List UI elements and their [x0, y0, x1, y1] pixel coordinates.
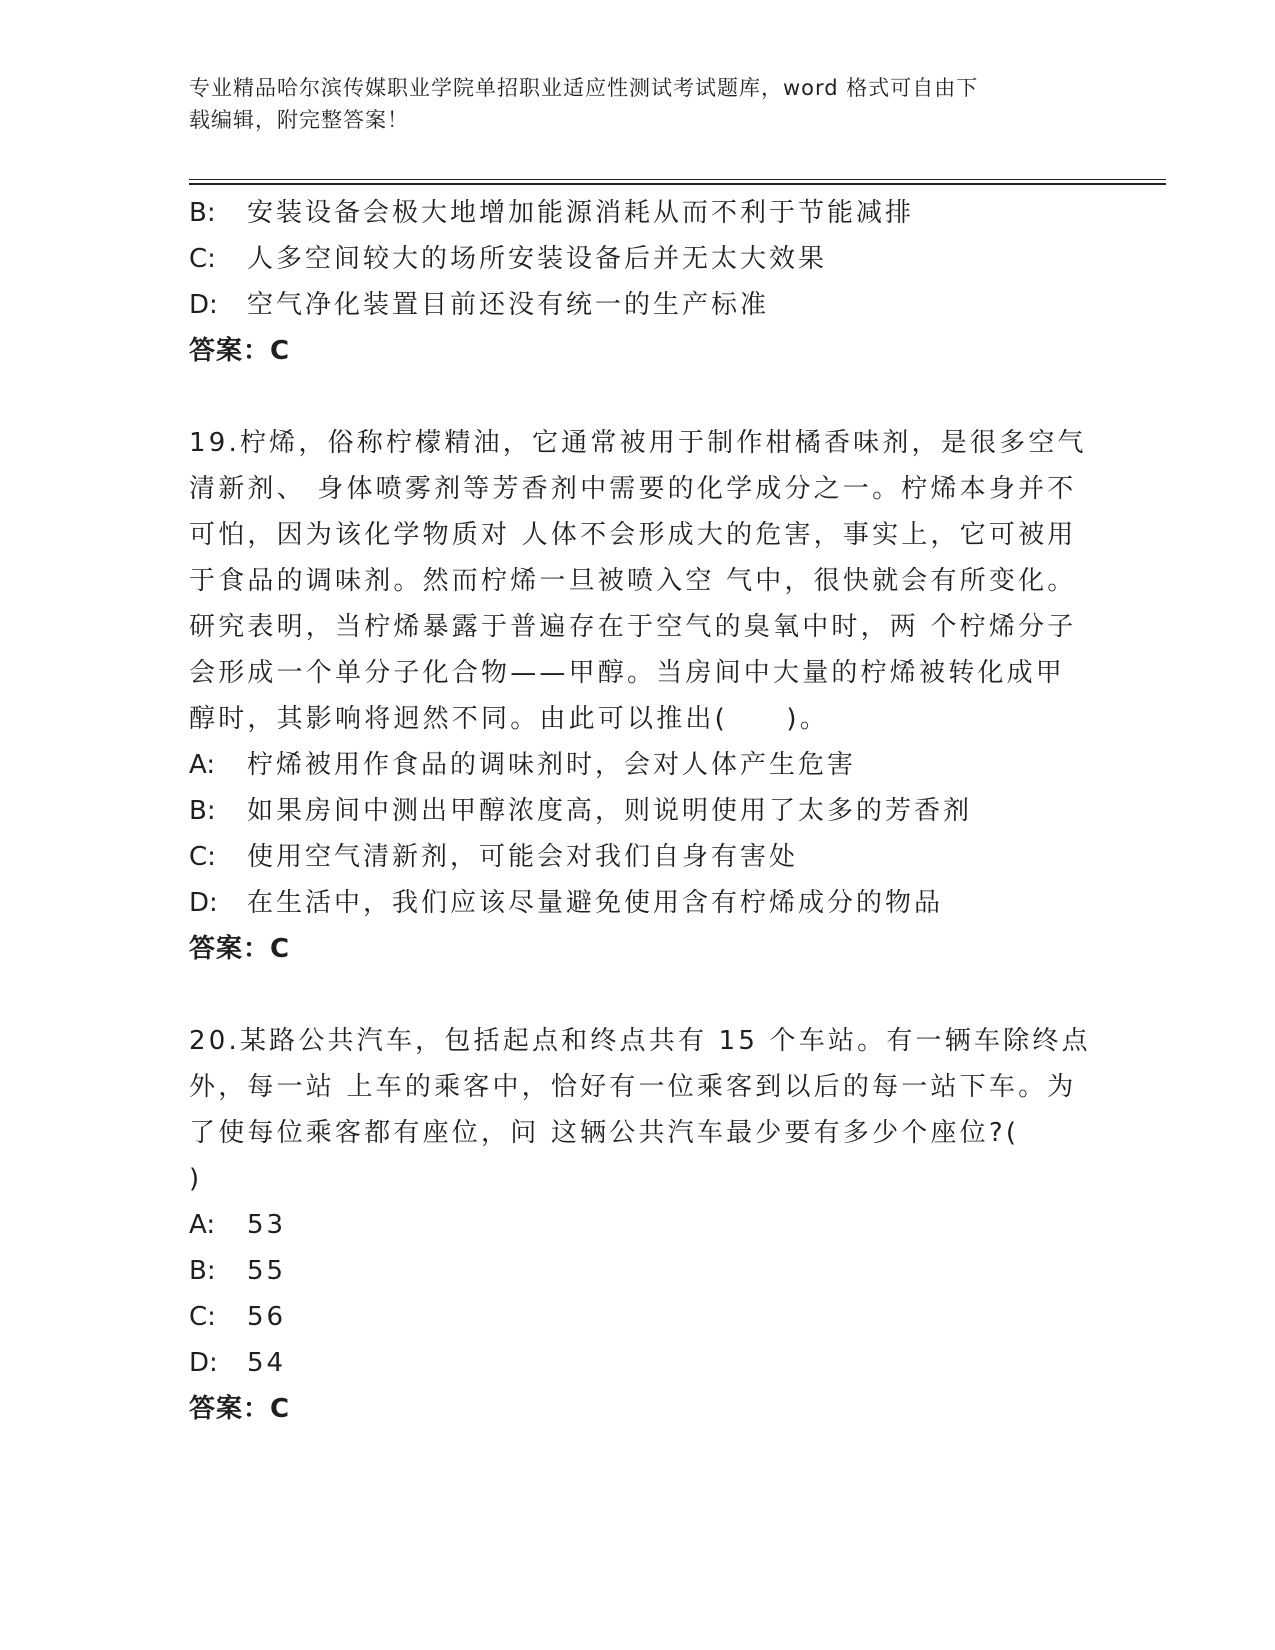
option-text: 柠烯被用作食品的调味剂时，会对人体产生危害: [247, 750, 857, 780]
option-text: 使用空气清新剂，可能会对我们自身有害处: [247, 842, 799, 872]
option-text: 56: [247, 1302, 287, 1332]
option-c: [189, 1294, 1109, 1340]
option-letter: A:: [189, 1210, 216, 1240]
header-line-2: 载编辑，附完整答案！: [189, 108, 409, 132]
option-d: [189, 1340, 1109, 1386]
option-letter: C:: [189, 244, 216, 274]
option-text: 人多空间较大的场所安装设备后并无太大效果: [247, 244, 828, 274]
question-19-line: 于食品的调味剂。然而柠烯一旦被喷入空 气中，很快就会有所变化。: [189, 566, 1077, 596]
option-letter: D:: [189, 888, 218, 918]
header-line-1: 专业精品哈尔滨传媒职业学院单招职业适应性测试考试题库，word 格式可自由下: [189, 76, 979, 100]
option-c: [189, 236, 1109, 282]
answer-line: 答案：C: [189, 336, 291, 366]
option-text: 在生活中，我们应该尽量避免使用含有柠烯成分的物品: [247, 888, 944, 918]
option-a: [189, 742, 1109, 788]
question-19-line: 研究表明，当柠烯暴露于普遍存在于空气的臭氧中时，两 个柠烯分子: [189, 612, 1077, 642]
option-b: [189, 190, 1109, 236]
option-letter: D:: [189, 290, 218, 320]
question-19-line: 会形成一个单分子化合物——甲醇。当房间中大量的柠烯被转化成甲: [189, 658, 1066, 688]
question-20-line: 20.某路公共汽车，包括起点和终点共有 15 个车站。有一辆车除终点: [189, 1026, 1091, 1056]
question-20-line: ): [189, 1164, 203, 1194]
question-19-line: 清新剂、 身体喷雾剂等芳香剂中需要的化学成分之一。柠烯本身并不: [189, 474, 1077, 504]
answer-line: 答案：C: [189, 934, 291, 964]
option-text: 55: [247, 1256, 287, 1286]
question-20-line: 了使每位乘客都有座位，问 这辆公共汽车最少要有多少个座位?(: [189, 1118, 1020, 1148]
page-header: [189, 72, 1089, 136]
option-letter: A:: [189, 750, 216, 780]
spacer: [189, 972, 1109, 1018]
answer-line: 答案：C: [189, 1394, 291, 1424]
option-text: 54: [247, 1348, 287, 1378]
option-letter: B:: [189, 1256, 216, 1286]
option-d: [189, 880, 1109, 926]
option-letter: B:: [189, 796, 216, 826]
option-letter: C:: [189, 1302, 216, 1332]
option-text: 如果房间中测出甲醇浓度高，则说明使用了太多的芳香剂: [247, 796, 973, 826]
option-d: [189, 282, 1109, 328]
spacer: [189, 374, 1109, 420]
question-19-line: 可怕，因为该化学物质对 人体不会形成大的危害，事实上，它可被用: [189, 520, 1077, 550]
header-divider-thin: [189, 179, 1166, 180]
question-content: [189, 190, 1109, 1432]
question-20-line: 外，每一站 上车的乘客中，恰好有一位乘客到以后的每一站下车。为: [189, 1072, 1077, 1102]
option-text: 空气净化装置目前还没有统一的生产标准: [247, 290, 770, 320]
option-c: [189, 834, 1109, 880]
option-letter: B:: [189, 198, 216, 228]
option-a: [189, 1202, 1109, 1248]
option-b: [189, 788, 1109, 834]
option-text: 53: [247, 1210, 287, 1240]
option-text: 安装设备会极大地增加能源消耗从而不利于节能减排: [247, 198, 915, 228]
question-19-line: 醇时，其影响将迥然不同。由此可以推出( )。: [189, 704, 829, 734]
option-letter: D:: [189, 1348, 218, 1378]
header-divider-thick: [189, 183, 1166, 185]
option-b: [189, 1248, 1109, 1294]
option-letter: C:: [189, 842, 216, 872]
question-19-line: 19.柠烯，俗称柠檬精油，它通常被用于制作柑橘香味剂，是很多空气: [189, 428, 1087, 458]
